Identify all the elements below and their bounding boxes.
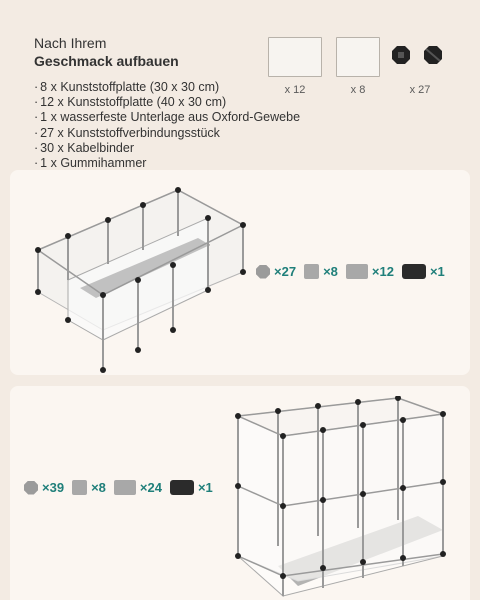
config-small-legend bbox=[256, 264, 445, 279]
legend-connectors: ×39 bbox=[24, 480, 64, 495]
list-item: · 27 x Kunststoffverbindungsstück bbox=[34, 126, 300, 141]
enclosure-low-image bbox=[28, 180, 253, 375]
legend-mat: ×1 bbox=[402, 264, 445, 279]
small-panel-count: x 8 bbox=[350, 84, 366, 96]
contents-list bbox=[34, 80, 300, 171]
config-tall-legend bbox=[24, 480, 213, 495]
connector-count: x 27 bbox=[409, 84, 431, 96]
list-item: · 1 x Gummihammer bbox=[34, 156, 300, 171]
large-panel-icon bbox=[346, 264, 368, 279]
connector-icon bbox=[256, 265, 270, 279]
list-item: · 12 x Kunststoffplatte (40 x 30 cm) bbox=[34, 95, 300, 110]
list-item: · 1 x wasserfeste Unterlage aus Oxford-Gewebe bbox=[34, 110, 300, 125]
legend-mat: ×1 bbox=[170, 480, 213, 495]
mat-icon bbox=[402, 264, 426, 279]
small-panel-icon bbox=[72, 480, 87, 495]
legend-large-panels: ×12 bbox=[346, 264, 394, 279]
list-item: · 30 x Kabelbinder bbox=[34, 141, 300, 156]
large-panel-icon bbox=[114, 480, 136, 495]
legend-large-panels: ×24 bbox=[114, 480, 162, 495]
enclosure-tall-image bbox=[228, 396, 448, 600]
title-line-2: Geschmack aufbauen bbox=[34, 53, 179, 69]
legend-connectors: ×27 bbox=[256, 264, 296, 279]
large-panel-image bbox=[268, 37, 322, 77]
large-panel-count: x 12 bbox=[284, 84, 306, 96]
legend-small-panels: ×8 bbox=[304, 264, 338, 279]
octagon-connector-icon bbox=[390, 44, 450, 72]
small-panel-image bbox=[336, 37, 380, 77]
connector-icon bbox=[24, 481, 38, 495]
mat-icon bbox=[170, 480, 194, 495]
page-title bbox=[34, 34, 179, 70]
list-item: · 8 x Kunststoffplatte (30 x 30 cm) bbox=[34, 80, 300, 95]
small-panel-icon bbox=[304, 264, 319, 279]
legend-small-panels: ×8 bbox=[72, 480, 106, 495]
title-line-1: Nach Ihrem bbox=[34, 35, 107, 51]
